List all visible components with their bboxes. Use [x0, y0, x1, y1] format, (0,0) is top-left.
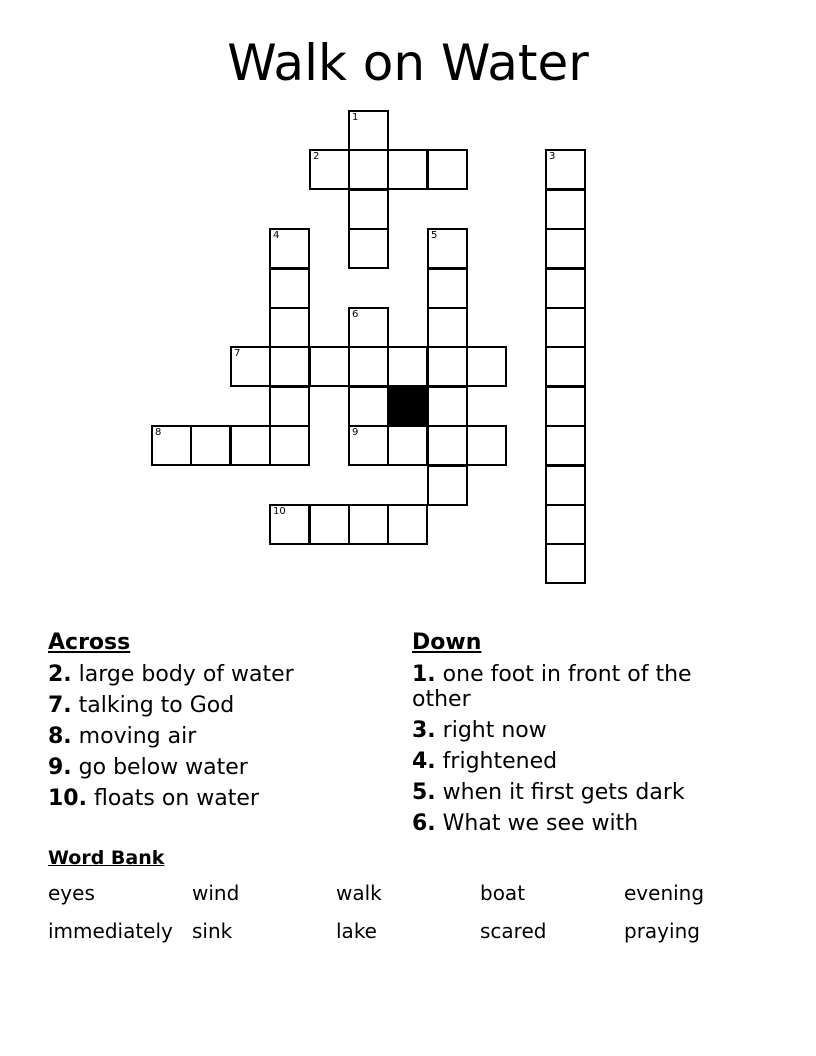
grid-cell[interactable]	[427, 268, 468, 309]
clue-down	[412, 811, 752, 836]
grid-cell[interactable]	[545, 425, 586, 466]
clue-across	[48, 693, 388, 718]
word-bank-item: boat	[480, 881, 526, 905]
word-bank-item: immediately	[48, 919, 173, 943]
clue-across	[48, 786, 388, 811]
grid-cell[interactable]	[545, 307, 586, 348]
clue-text: talking to God	[78, 693, 235, 718]
grid-cell[interactable]	[427, 346, 468, 387]
clue-number-label: 9	[352, 427, 359, 438]
clue-text: one foot in front of the other	[412, 662, 692, 712]
clue-number: 1.	[412, 662, 436, 687]
clue-text: when it first gets dark	[442, 780, 685, 805]
grid-cell[interactable]	[427, 386, 468, 427]
grid-cell[interactable]	[387, 346, 428, 387]
grid-cell[interactable]	[348, 110, 389, 151]
grid-cell[interactable]	[269, 346, 310, 387]
grid-cell[interactable]	[151, 425, 192, 466]
across-heading: Across	[48, 630, 131, 655]
grid-cell[interactable]	[466, 425, 507, 466]
clue-number-label: 3	[549, 151, 556, 162]
word-bank-item: evening	[624, 881, 705, 905]
clue-text: frightened	[442, 749, 558, 774]
word-bank-item: wind	[192, 881, 240, 905]
across-clues	[48, 628, 388, 817]
grid-cell[interactable]	[545, 386, 586, 427]
clue-number-label: 4	[273, 230, 280, 241]
grid-cell[interactable]	[545, 504, 586, 545]
grid-cell[interactable]	[230, 425, 271, 466]
clue-across	[48, 724, 388, 749]
grid-cell[interactable]	[309, 346, 350, 387]
grid-cell[interactable]	[545, 228, 586, 269]
clue-number-label: 5	[431, 230, 438, 241]
grid-cell[interactable]	[545, 465, 586, 506]
puzzle-title: Walk on Water	[227, 34, 589, 92]
clue-number: 4.	[412, 749, 436, 774]
word-bank	[48, 846, 768, 944]
word-bank-item: scared	[480, 919, 547, 943]
down-heading: Down	[412, 630, 482, 655]
grid-cell[interactable]	[190, 425, 231, 466]
grid-cell[interactable]	[348, 228, 389, 269]
clue-number: 5.	[412, 780, 436, 805]
clue-down	[412, 749, 752, 774]
grid-cell[interactable]	[348, 307, 389, 348]
grid-block-cell	[387, 386, 428, 427]
grid-cell[interactable]	[348, 386, 389, 427]
clue-number: 2.	[48, 662, 72, 687]
grid-cell[interactable]	[427, 425, 468, 466]
grid-cell[interactable]	[545, 346, 586, 387]
clue-number: 9.	[48, 755, 72, 780]
clue-down	[412, 662, 752, 712]
clue-number: 7.	[48, 693, 72, 718]
grid-cell[interactable]	[269, 504, 310, 545]
grid-cell[interactable]	[269, 228, 310, 269]
clue-down	[412, 780, 752, 805]
clue-text: moving air	[78, 724, 197, 749]
grid-cell[interactable]	[545, 149, 586, 190]
grid-cell[interactable]	[545, 543, 586, 584]
grid-cell[interactable]	[309, 149, 350, 190]
grid-cell[interactable]	[348, 425, 389, 466]
clue-number: 8.	[48, 724, 72, 749]
clue-number: 3.	[412, 718, 436, 743]
clue-number-label: 2	[313, 151, 320, 162]
clue-text: large body of water	[78, 662, 294, 687]
grid-cell[interactable]	[466, 346, 507, 387]
grid-cell[interactable]	[427, 149, 468, 190]
clue-across	[48, 755, 388, 780]
clue-across	[48, 662, 388, 687]
grid-cell[interactable]	[545, 268, 586, 309]
clue-text: right now	[442, 718, 547, 743]
grid-cell[interactable]	[348, 189, 389, 230]
grid-cell[interactable]	[269, 307, 310, 348]
clue-text: floats on water	[93, 786, 259, 811]
grid-cell[interactable]	[269, 425, 310, 466]
grid-cell[interactable]	[427, 228, 468, 269]
word-bank-item: praying	[624, 919, 700, 943]
word-bank-item: sink	[192, 919, 233, 943]
grid-cell[interactable]	[348, 504, 389, 545]
word-bank-item: lake	[336, 919, 377, 943]
clue-number: 10.	[48, 786, 87, 811]
grid-cell[interactable]	[309, 504, 350, 545]
grid-cell[interactable]	[269, 386, 310, 427]
clue-text: What we see with	[442, 811, 639, 836]
clue-number: 6.	[412, 811, 436, 836]
grid-cell[interactable]	[348, 346, 389, 387]
grid-cell[interactable]	[387, 149, 428, 190]
word-bank-list	[48, 880, 768, 944]
clue-down	[412, 718, 752, 743]
clue-number-label: 8	[155, 427, 162, 438]
clue-number-label: 7	[234, 348, 241, 359]
word-bank-title: Word Bank	[48, 847, 165, 869]
clue-number-label: 1	[352, 112, 359, 123]
grid-cell[interactable]	[387, 425, 428, 466]
grid-cell[interactable]	[427, 307, 468, 348]
clue-number-label: 6	[352, 309, 359, 320]
word-bank-item: walk	[336, 881, 382, 905]
grid-cell[interactable]	[545, 189, 586, 230]
clue-number-label: 10	[273, 506, 286, 517]
grid-cell[interactable]	[387, 504, 428, 545]
clue-text: go below water	[78, 755, 248, 780]
grid-cell[interactable]	[269, 268, 310, 309]
down-clues	[412, 628, 752, 842]
grid-cell[interactable]	[230, 346, 271, 387]
word-bank-item: eyes	[48, 881, 95, 905]
grid-cell[interactable]	[427, 465, 468, 506]
grid-cell[interactable]	[348, 149, 389, 190]
